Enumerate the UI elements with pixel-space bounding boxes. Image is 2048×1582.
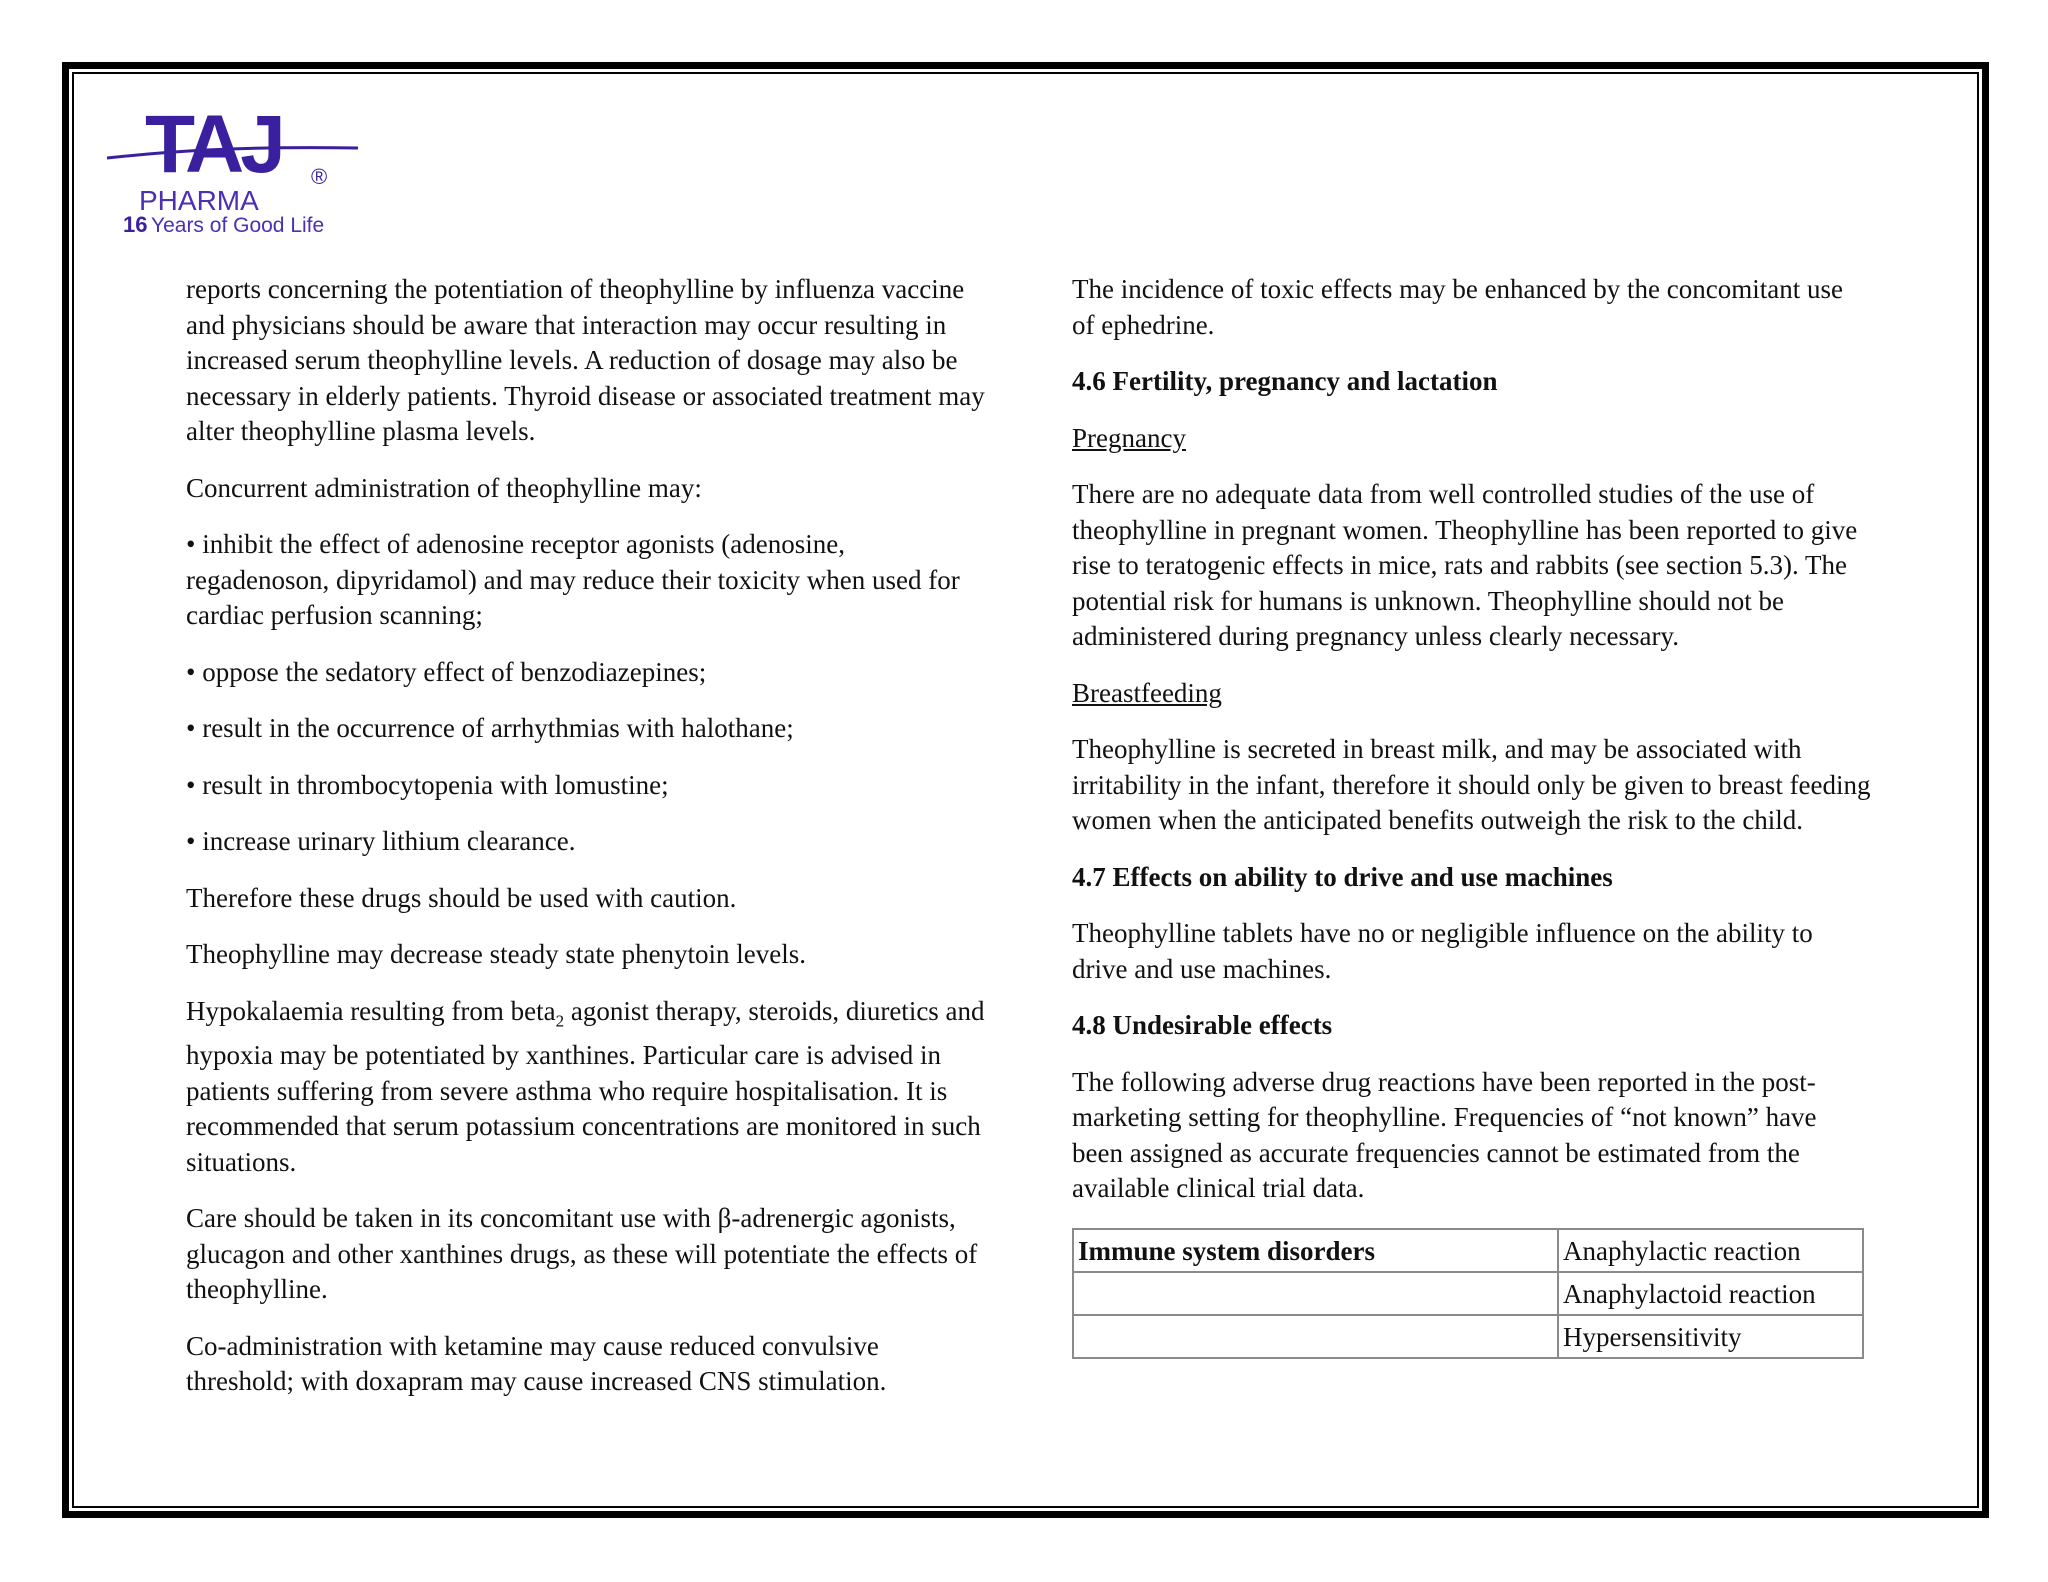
table-cell-reaction: Anaphylactic reaction — [1558, 1229, 1863, 1272]
pregnancy-paragraph: There are no adequate data from well controlled studies of the use of theophylline in pregnant women. Theophylline has been reported to give rise to teratogenic effects in mice, rats and rabbits (see section 5.3). The potential risk for humans is unknown. Theophylline should not be administered during pregnancy unless clearly necessary. — [1072, 479, 1858, 651]
left-column — [186, 272, 986, 1421]
section-heading-4-6: 4.6 Fertility, pregnancy and lactation — [1072, 366, 1498, 396]
bullet-item: • oppose the sedatory effect of benzodiazepines; — [186, 656, 707, 687]
ketamine-paragraph: Co-administration with ketamine may cause reduced convulsive threshold; with doxapram may cause increased CNS stimulation. — [186, 1330, 887, 1397]
table-cell-system-organ-class: Immune system disorders — [1073, 1229, 1558, 1272]
caution-paragraph: Therefore these drugs should be used with caution. — [186, 882, 737, 913]
breastfeeding-paragraph: Theophylline is secreted in breast milk, and may be associated with irritability in the infant, therefore it should only be given to breast feeding women when the anticipated benefits outweigh the risk to the child. — [1072, 734, 1871, 835]
logo-name: PHARMA — [139, 185, 259, 216]
beta-adrenergic-paragraph: Care should be taken in its concomitant use with β-adrenergic agonists, glucagon and other xanthines drugs, as these will potentiate the effects of theophylline. — [186, 1203, 978, 1305]
interaction-paragraph: reports concerning the potentiation of theophylline by influenza vaccine and physicians should be aware that interaction may occur resulting in increased serum theophylline levels. A reduction of dosage may also be necessary in elderly patients. Thyroid disease or associated treatment may alter theophylline plasma levels. — [186, 274, 985, 446]
undesirable-effects-paragraph: The following adverse drug reactions have been reported in the post-marketing setting for theophylline. Frequencies of “not known” have been assigned as accurate frequencies cannot be estimated from the available clinical trial data. — [1072, 1066, 1817, 1203]
bullet-item: • result in thrombocytopenia with lomustine; — [186, 769, 669, 800]
right-column — [1072, 272, 1872, 1359]
section-heading-4-8: 4.8 Undesirable effects — [1072, 1010, 1333, 1040]
bullet-item: • increase urinary lithium clearance. — [186, 826, 576, 856]
bullet-item: • result in the occurrence of arrhythmias with halothane; — [186, 713, 794, 743]
table-cell-reaction: Anaphylactoid reaction — [1558, 1272, 1863, 1315]
ephedrine-paragraph: The incidence of toxic effects may be enhanced by the concomitant use of ephedrine. — [1072, 274, 1843, 340]
table-row — [1073, 1229, 1863, 1272]
table-cell-system-organ-class — [1073, 1315, 1558, 1358]
logo-years: 16 — [123, 212, 148, 236]
logo-registered: ® — [311, 164, 328, 189]
adverse-reactions-table — [1072, 1228, 1864, 1359]
table-cell-system-organ-class — [1073, 1272, 1558, 1315]
phenytoin-paragraph: Theophylline may decrease steady state phenytoin levels. — [186, 939, 807, 969]
table-row — [1073, 1315, 1863, 1358]
subheading-breastfeeding: Breastfeeding — [1072, 677, 1222, 708]
concurrent-administration-intro: Concurrent administration of theophylline may: — [186, 472, 702, 503]
logo-tagline: Years of Good Life — [151, 214, 325, 236]
section-heading-4-7: 4.7 Effects on ability to drive and use machines — [1072, 861, 1613, 892]
logo-mark: TAJ — [145, 99, 282, 190]
table-cell-reaction: Hypersensitivity — [1558, 1315, 1863, 1358]
table-row — [1073, 1272, 1863, 1315]
driving-paragraph: Theophylline tablets have no or negligible influence on the ability to drive and use machines. — [1072, 918, 1813, 984]
bullet-item: • inhibit the effect of adenosine receptor agonists (adenosine, regadenoson, dipyridamol) and may reduce their toxicity when used for cardiac perfusion scanning; — [186, 529, 960, 630]
taj-pharma-logo — [103, 96, 363, 236]
subheading-pregnancy: Pregnancy — [1072, 422, 1186, 453]
hypokalaemia-paragraph: Hypokalaemia resulting from beta$_2$ agonist therapy, steroids, diuretics and hypoxia may be potentiated by xanthines. Particular care is advised in patients suffering from severe asthma who require hospitalisation. It is recommended that serum potassium concentrations are monitored in such situations. — [186, 995, 985, 1177]
